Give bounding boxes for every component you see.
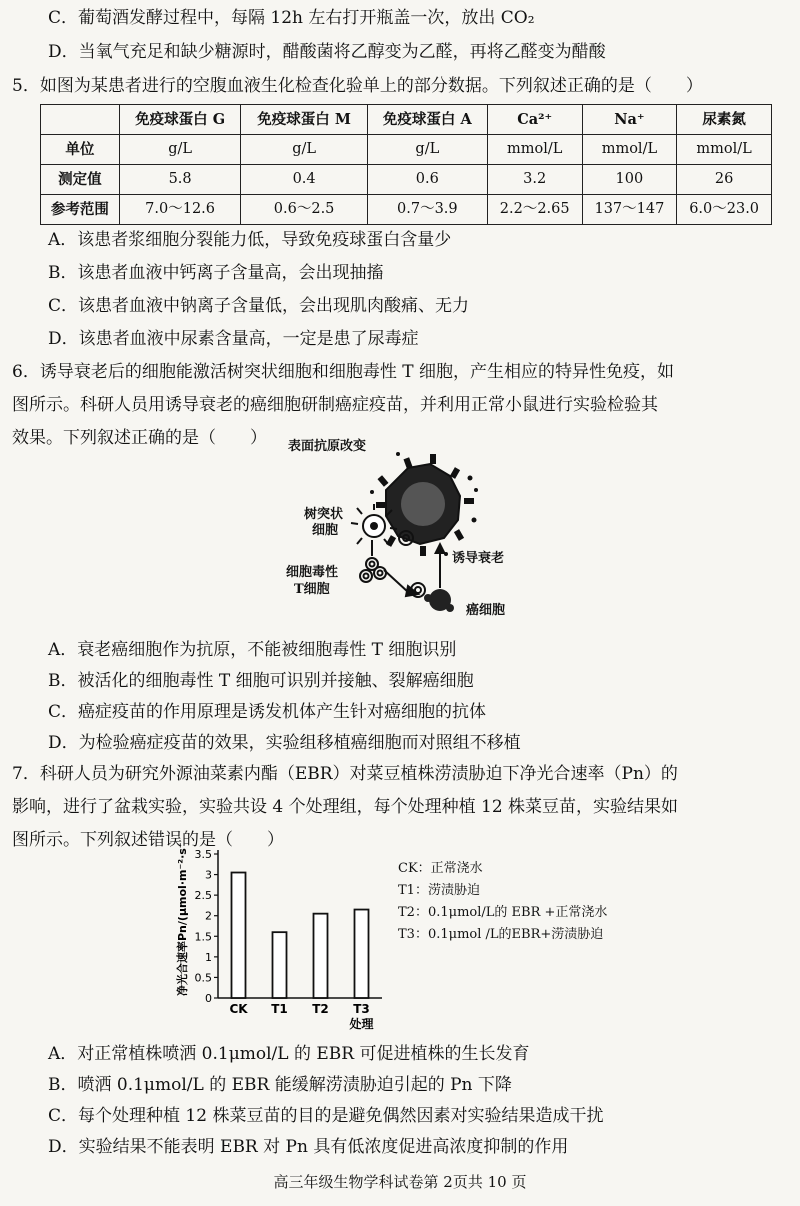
table-cell: 0.6 (367, 165, 487, 195)
table-cell: 100 (582, 165, 677, 195)
table-cell: mmol/L (677, 135, 772, 165)
legend-item-ck: CK：正常浇水 (398, 861, 483, 876)
y-tick-label: 0.5 (194, 971, 212, 985)
q6-stem-line-2: 图所示。科研人员用诱导衰老的癌细胞研制癌症疫苗，并利用正常小鼠进行实验检验其 (12, 395, 658, 415)
induce-senescence-label: 诱导衰老 (452, 551, 505, 566)
x-tick-label: T3 (353, 1002, 370, 1016)
table-row (41, 135, 772, 165)
q6-option-b: B．被活化的细胞毒性 T 细胞可识别并接触、裂解癌细胞 (48, 671, 474, 691)
table-cell: 0.7～3.9 (367, 195, 487, 225)
q7-option-d: D．实验结果不能表明 EBR 对 Pn 具有低浓度促进高浓度抑制的作用 (48, 1137, 569, 1157)
q7-option-b: B．喷洒 0.1μmol/L 的 EBR 能缓解涝渍胁迫引起的 Pn 下降 (48, 1075, 512, 1095)
bar-t3 (355, 910, 369, 998)
t-cell-label-1: 细胞毒性 (286, 565, 339, 580)
table-cell: mmol/L (487, 135, 582, 165)
table-cell: 3.2 (487, 165, 582, 195)
surface-antigen-label: 表面抗原改变 (288, 439, 367, 454)
table-cell: g/L (119, 135, 241, 165)
bar-t1 (273, 932, 287, 998)
bar-t2 (314, 914, 328, 998)
t-cell-label-2: T细胞 (294, 582, 330, 597)
q7-stem-line-1: 7．科研人员为研究外源油菜素内酯（EBR）对菜豆植株涝渍胁迫下净光合速率（Pn）的 (12, 764, 678, 784)
y-axis-label: 净光合速率Pn/(μmol·m⁻²·s⁻¹) (176, 842, 189, 996)
q6-option-c: C．癌症疫苗的作用原理是诱发机体产生针对癌细胞的抗体 (48, 702, 487, 722)
y-tick-label: 1 (205, 950, 212, 964)
legend-item-t1: T1：涝渍胁迫 (398, 883, 480, 898)
legend-item-t3: T3：0.1μmol /L的EBR+涝渍胁迫 (398, 927, 604, 942)
q5-option-a: A．该患者浆细胞分裂能力低，导致免疫球蛋白含量少 (48, 230, 452, 250)
legend-item-t2: T2：0.1μmol/L的 EBR +正常浇水 (398, 905, 608, 920)
table-cell: 26 (677, 165, 772, 195)
table-cell: 2.2～2.65 (487, 195, 582, 225)
table-cell: 7.0～12.6 (119, 195, 241, 225)
table-cell: 5.8 (119, 165, 241, 195)
q7-stem-line-2: 影响，进行了盆栽实验，实验共设 4 个处理组，每个处理种植 12 株菜豆苗，实验结果如 (12, 797, 679, 817)
y-tick-label: 2.5 (194, 889, 212, 903)
table-header-cell: Na⁺ (582, 105, 677, 135)
table-cell: 137～147 (582, 195, 677, 225)
table-cell: 6.0～23.0 (677, 195, 772, 225)
immune-response-figure (280, 438, 540, 633)
pn-bar-chart-svg (172, 842, 392, 1032)
q5-stem: 5．如图为某患者进行的空腹血液生化检查化验单上的部分数据。下列叙述正确的是（ ） (12, 76, 703, 96)
table-header-cell: 免疫球蛋白 A (367, 105, 487, 135)
table-header-cell (41, 105, 120, 135)
y-tick-label: 2 (205, 909, 212, 923)
x-axis-label: 处理 (349, 1017, 374, 1031)
table-row (41, 165, 772, 195)
y-tick-label: 3.5 (194, 848, 212, 861)
q7-option-c: C．每个处理种植 12 株菜豆苗的目的是避免偶然因素对实验结果造成干扰 (48, 1106, 604, 1126)
table-cell: g/L (367, 135, 487, 165)
dendritic-cell-label-2: 细胞 (312, 523, 339, 538)
table-header-row (41, 105, 772, 135)
x-tick-label: T2 (312, 1002, 329, 1016)
cancer-cell-graphic (424, 589, 454, 612)
x-tick-label: CK (229, 1002, 248, 1016)
table-cell: mmol/L (582, 135, 677, 165)
y-tick-label: 0 (205, 992, 212, 1005)
table-cell: g/L (241, 135, 367, 165)
q7-stem-line-3: 图所示。下列叙述错误的是（ ） (12, 830, 284, 850)
y-tick-label: 3 (205, 868, 212, 882)
table-header-cell: 免疫球蛋白 G (119, 105, 241, 135)
chart-legend (398, 858, 607, 946)
page-footer: 高三年级生物学科试卷第 2页共 10 页 (273, 1173, 527, 1191)
bar-ck (232, 873, 246, 998)
table-header-cell: 免疫球蛋白 M (241, 105, 367, 135)
q6-stem-line-3: 效果。下列叙述正确的是（ ） (12, 428, 267, 448)
table-cell: 0.6～2.5 (241, 195, 367, 225)
q6-option-a: A．衰老癌细胞作为抗原，不能被细胞毒性 T 细胞识别 (48, 640, 457, 660)
lab-results-table (40, 104, 772, 225)
q4-option-c: C．葡萄酒发酵过程中，每隔 12h 左右打开瓶盖一次，放出 CO₂ (48, 8, 535, 28)
table-row (41, 195, 772, 225)
y-tick-label: 1.5 (194, 930, 212, 944)
dendritic-cell-label-1: 树突状 (304, 507, 344, 522)
q7-option-a: A．对正常植株喷洒 0.1μmol/L 的 EBR 可促进植株的生长发育 (48, 1044, 530, 1064)
x-tick-label: T1 (271, 1002, 288, 1016)
pn-bar-chart (172, 842, 392, 1032)
cancer-cell-label: 癌细胞 (466, 603, 506, 618)
q5-option-b: B．该患者血液中钙离子含量高，会出现抽搐 (48, 263, 384, 283)
q5-option-c: C．该患者血液中钠离子含量低，会出现肌肉酸痛、无力 (48, 296, 470, 316)
table-cell: 0.4 (241, 165, 367, 195)
q4-option-d: D．当氧气充足和缺少糖源时，醋酸菌将乙醇变为乙醛，再将乙醛变为醋酸 (48, 42, 606, 62)
table-header-cell: Ca²⁺ (487, 105, 582, 135)
q6-stem-line-1: 6．诱导衰老后的细胞能激活树突状细胞和细胞毒性 T 细胞，产生相应的特异性免疫，如 (12, 362, 674, 382)
table-cell: 参考范围 (41, 195, 120, 225)
table-cell: 单位 (41, 135, 120, 165)
q6-option-d: D．为检验癌症疫苗的效果，实验组移植癌细胞而对照组不移植 (48, 733, 521, 753)
induce-arrow (434, 542, 446, 588)
table-header-cell: 尿素氮 (677, 105, 772, 135)
table-cell: 测定值 (41, 165, 120, 195)
q5-option-d: D．该患者血液中尿素含量高，一定是患了尿毒症 (48, 329, 419, 349)
